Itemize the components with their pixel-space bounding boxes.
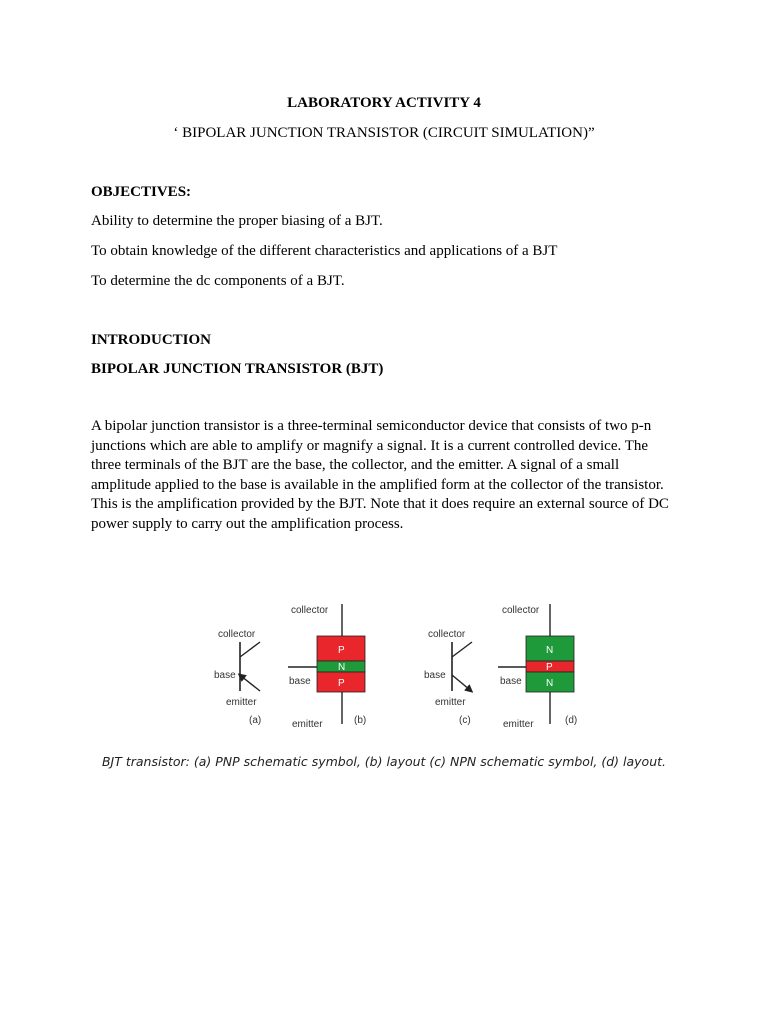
- pnp-layout-emitter-label: emitter: [292, 719, 323, 730]
- pnp-layout-base-label: base: [289, 676, 311, 687]
- pnp-layout: [288, 604, 366, 730]
- pnp-symbol-collector-label: collector: [218, 629, 256, 640]
- npn-symbol-collector-label: collector: [428, 629, 466, 640]
- figure-caption: BJT transistor: (a) PNP schematic symbol, (b) layout (c) NPN schematic symbol, (d) layout.: [101, 754, 667, 769]
- pnp-symbol-base-label: base: [214, 670, 236, 681]
- npn-layout-base-label: base: [500, 676, 522, 687]
- panel-label-b: (b): [354, 715, 367, 726]
- pnp-emitter-arrow: [241, 676, 260, 691]
- pnp-collector-lead: [240, 642, 260, 657]
- npn-layout: [498, 604, 577, 730]
- npn-symbol-emitter-label: emitter: [435, 697, 466, 708]
- paragraph-line: amplitude applied to the base is available in the amplified form at the collector of the transistor.: [91, 476, 664, 493]
- paragraph-line: A bipolar junction transistor is a three-terminal semiconductor device that consists of two p-n: [91, 418, 652, 434]
- npn-schematic-symbol: [424, 629, 472, 726]
- objective-item: To determine the dc components of a BJT.: [91, 273, 345, 289]
- paragraph-line: junctions which are able to amplify or magnify a signal. It is a current controlled device. The: [91, 437, 649, 454]
- lab-subtitle: ‘ BIPOLAR JUNCTION TRANSISTOR (CIRCUIT SIMULATION)”: [173, 125, 595, 141]
- pnp-layer-label: P: [338, 645, 345, 656]
- pnp-layer-label: P: [338, 678, 345, 689]
- pnp-symbol-emitter-label: emitter: [226, 697, 257, 708]
- paragraph-line: three terminals of the BJT are the base, the collector, and the emitter. A signal of a small: [91, 457, 620, 473]
- panel-label-c: (c): [459, 715, 471, 726]
- lab-title: LABORATORY ACTIVITY 4: [287, 95, 481, 111]
- panel-label-a: (a): [249, 715, 262, 726]
- objective-item: To obtain knowledge of the different characteristics and applications of a BJT: [91, 243, 558, 259]
- paragraph-line: This is the amplification provided by the BJT. Note that it does require an external source of DC: [91, 496, 669, 512]
- pnp-layout-collector-label: collector: [291, 605, 329, 616]
- npn-layout-collector-label: collector: [502, 605, 540, 616]
- pnp-schematic-symbol: [214, 629, 261, 726]
- bjt-heading: BIPOLAR JUNCTION TRANSISTOR (BJT): [91, 361, 384, 377]
- npn-emitter-arrow: [452, 675, 470, 690]
- objective-item: Ability to determine the proper biasing of a BJT.: [91, 213, 383, 229]
- paragraph-line: power supply to carry out the amplification process.: [91, 515, 404, 532]
- npn-collector-lead: [452, 642, 472, 657]
- npn-layout-emitter-label: emitter: [503, 719, 534, 730]
- introduction-paragraph: [91, 417, 691, 534]
- npn-symbol-base-label: base: [424, 670, 446, 681]
- panel-label-d: (d): [565, 715, 578, 726]
- objectives-heading: OBJECTIVES:: [91, 184, 192, 200]
- bjt-figure: [200, 596, 600, 736]
- introduction-heading: INTRODUCTION: [91, 332, 212, 348]
- npn-layer-label: N: [546, 678, 554, 689]
- npn-layer-label: P: [546, 662, 553, 673]
- npn-layer-label: N: [546, 645, 554, 656]
- pnp-layer-label: N: [338, 662, 346, 673]
